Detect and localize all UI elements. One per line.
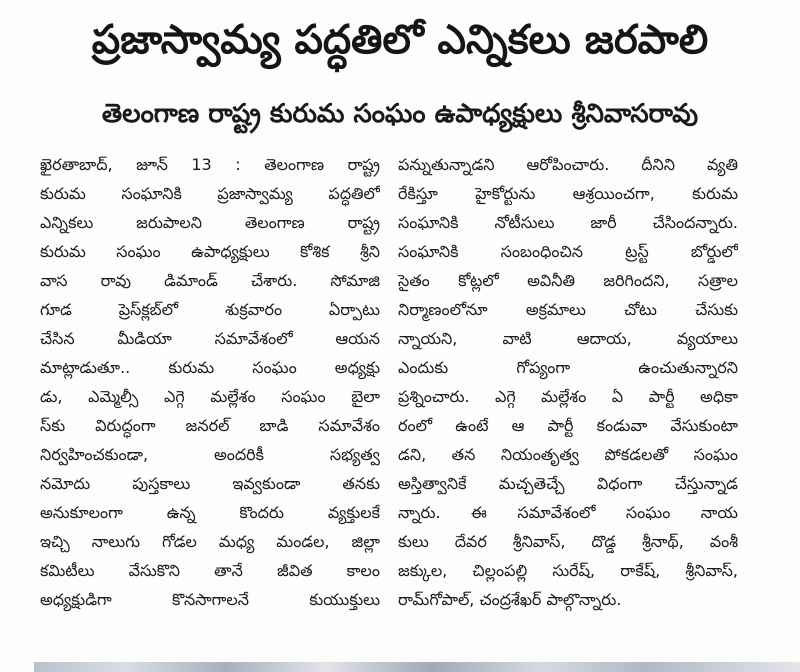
adjacent-clipping-edge [34,662,800,672]
text-line: రంలో ఉంటే ఆ పార్టీ కండువా వేసుకుంటా [398,416,738,435]
text-line: వాస రావు డిమాండ్ చేశారు. సోమాజి [40,271,380,290]
text-line: న్నాయని, వాటి ఆదాయ, వ్యయాలు [398,329,738,348]
text-line: న్నారు. ఈ సమావేశంలో సంఘం నాయ [398,503,738,522]
text-line: ఇచ్చి నాలుగు గోడల మధ్య మండల, జిల్లా [40,532,380,551]
text-line: డని, తన నియంతృత్వ పోకడలతో సంఘం [398,445,738,464]
text-line: అధ్యక్షుడిగా కొనసాగాలనే కుయుక్తులు [40,590,380,609]
text-line: నమోదు పుస్తకాలు ఇవ్వకుండా తనకు [40,474,380,493]
text-line: డు, ఎమ్మెల్సీ ఎగ్గె మల్లేశం సంఘం బైలా [40,387,380,406]
text-line: సంఘానికి సంబంధించిన ట్రస్ట్ బోర్డులో [398,242,738,261]
text-line: నిర్వహించకుండా, అందరికీ సభ్యత్వ [40,445,380,464]
text-line: ఎందుకు గోప్యంగా ఉంచుతున్నారని [398,358,738,377]
text-line: కులు దేవర శ్రీనివాస్, దొడ్డ శ్రీనాథ్, వంశీ [398,532,738,551]
text-line: ఎన్నికలు జరుపాలని తెలంగాణ రాష్ట్ర [40,213,380,232]
text-line: సైతం కోట్లలో అవినీతి జరిగిందని, సత్రాల [398,271,738,290]
text-line: రామ్‌గోపాల్, చంద్రశేఖర్ పాల్గొన్నారు. [398,590,622,609]
text-line: అస్తిత్వానికే మచ్చతెచ్చే విధంగా చేస్తున్నాడ [398,474,738,493]
subheadline: తెలంగాణ రాష్ట్ర కురుమ సంఘం ఉపాధ్యక్షులు శ్రీనివాసరావు [101,99,699,129]
article-column-right [398,150,738,614]
text-line: కురుమ సంఘం ఉపాధ్యక్షులు కోశిక శ్రీని [40,242,380,261]
text-line: జక్కుల, చిల్లంపల్లి సురేష్, రాకేష్, శ్రీనివాస్, [398,561,738,580]
text-line: అనుకూలంగా ఉన్న కొందరు వ్యక్తులకే [40,503,380,522]
text-line: గూడ ప్రెస్‌క్లబ్‌లో శుక్రవారం ఏర్పాటు [40,300,380,319]
text-line: ఖైరతాబాద్, జూన్ 13 : తెలంగాణ రాష్ట్ర [40,155,380,174]
text-line: మాట్లాడుతూ.. కురుమ సంఘం అధ్యక్షు [40,358,380,377]
text-line: కురుమ సంఘానికి ప్రజాస్వామ్య పద్ధతిలో [40,184,380,203]
text-line: నిర్మాణంలోనూ అక్రమాలు చోటు చేసుకు [398,300,738,319]
text-line: రేకిస్తూ హైకోర్టును ఆశ్రయించగా, కురుమ [398,184,738,203]
text-line: చేసిన మీడియా సమావేశంలో ఆయన [40,329,380,348]
text-line: కమిటీలు వేసుకొని తానే జీవిత కాలం [40,561,380,580]
headline: ప్రజాస్వామ్య పద్ధతిలో ఎన్నికలు జరపాలి [91,17,709,63]
text-line: ప్రశ్నించారు. ఎగ్గె మల్లేశం ఏ పార్టీ అధికా [398,387,738,406]
text-line: స్‌కు విరుద్ధంగా జనరల్ బాడి సమావేశం [40,416,380,435]
text-line: సంఘానికి నోటీసులు జారీ చేసిందన్నారు. [398,213,738,232]
article-column-left [40,150,380,614]
text-line: పన్నుతున్నాడని ఆరోపించారు. దీనిని వ్యతి [398,155,738,174]
